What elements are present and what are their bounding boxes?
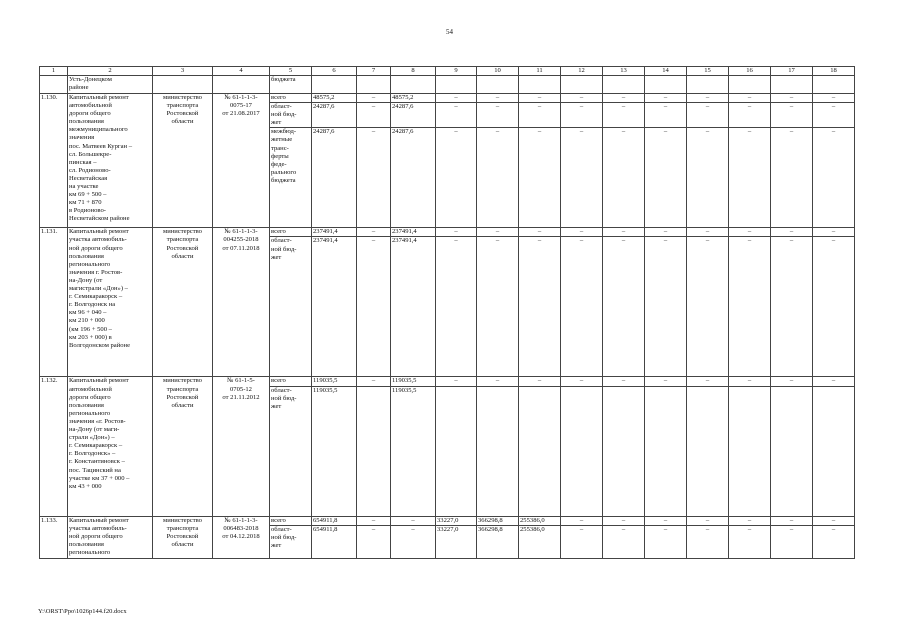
amount-cell: – <box>603 525 645 558</box>
amount-cell <box>687 386 729 516</box>
funding-source: всего <box>270 94 312 103</box>
amount-cell: – <box>519 228 561 237</box>
amount-cell: – <box>436 377 477 386</box>
col-header: 16 <box>729 67 771 76</box>
amount-cell: – <box>477 103 519 128</box>
amount-cell: – <box>687 94 729 103</box>
document-number: № 61-1-5- 0705-12 от 21.11.2012 <box>213 377 270 516</box>
amount-cell: 237491,4 <box>312 228 357 237</box>
object-name: Усть-Донецком районе <box>68 76 153 94</box>
amount-cell: – <box>561 516 603 525</box>
row-number: 1.133. <box>40 516 68 558</box>
col-header: 12 <box>561 67 603 76</box>
amount-cell: – <box>477 228 519 237</box>
col-header: 7 <box>357 67 391 76</box>
amount-cell: – <box>687 103 729 128</box>
funding-source: бюджета <box>270 76 312 94</box>
amount-cell: – <box>687 525 729 558</box>
amount-cell <box>436 386 477 516</box>
amount-cell: – <box>645 237 687 377</box>
amount-cell: – <box>729 103 771 128</box>
amount-cell <box>477 386 519 516</box>
amount-cell: – <box>771 516 813 525</box>
amount-cell: – <box>645 228 687 237</box>
col-header: 18 <box>813 67 855 76</box>
amount-cell: – <box>603 94 645 103</box>
object-name: Капитальный ремонт автомобильной дороги общего пользования регионального значения «г. Ростов- на-Дону (от маги- страли «Дон») – г. Семикаракорск – г. Волгодонск» – г. Константиновск – пос. Тацинский на участке км 37 + 000 – км 43 + 000 <box>68 377 153 516</box>
amount-cell: – <box>436 103 477 128</box>
amount-cell: – <box>477 128 519 228</box>
col-header: 9 <box>436 67 477 76</box>
funding-source: всего <box>270 377 312 386</box>
amount-cell: – <box>561 228 603 237</box>
amount-cell: 255386,0 <box>519 525 561 558</box>
amount-cell: 654911,8 <box>312 516 357 525</box>
amount-cell: 24287,6 <box>391 128 436 228</box>
amount-cell: 48575,2 <box>391 94 436 103</box>
amount-cell: 24287,6 <box>391 103 436 128</box>
amount-cell <box>519 386 561 516</box>
amount-cell: – <box>357 525 391 558</box>
amount-cell: – <box>436 228 477 237</box>
amount-cell: – <box>357 103 391 128</box>
amount-cell: 119035,5 <box>391 386 436 516</box>
amount-cell: 237491,4 <box>312 237 357 377</box>
amount-cell: – <box>561 94 603 103</box>
amount-cell: – <box>813 228 855 237</box>
amount-cell: – <box>729 228 771 237</box>
amount-cell: – <box>436 237 477 377</box>
continuation-row <box>40 76 855 94</box>
amount-cell: – <box>729 128 771 228</box>
responsible-agency: министерство транспорта Ростовской области <box>153 516 213 558</box>
funding-source: област- ной бюд- жет <box>270 525 312 558</box>
file-path-footer: Y:\ORST\Ppo\1026p144.f20.docx <box>38 608 127 615</box>
funding-source: област- ной бюд- жет <box>270 237 312 377</box>
amount-cell: 237491,4 <box>391 228 436 237</box>
col-header: 1 <box>40 67 68 76</box>
amount-cell: – <box>561 525 603 558</box>
amount-cell: – <box>813 516 855 525</box>
col-header: 13 <box>603 67 645 76</box>
table-row <box>40 377 855 386</box>
amount-cell: – <box>687 516 729 525</box>
col-header: 15 <box>687 67 729 76</box>
amount-cell: – <box>477 237 519 377</box>
amount-cell: – <box>771 94 813 103</box>
amount-cell: – <box>771 377 813 386</box>
amount-cell: 48575,2 <box>312 94 357 103</box>
amount-cell: – <box>687 237 729 377</box>
amount-cell: – <box>436 128 477 228</box>
amount-cell: 119035,5 <box>312 377 357 386</box>
amount-cell: – <box>477 377 519 386</box>
amount-cell: 24287,6 <box>312 103 357 128</box>
funding-source: област- ной бюд- жет <box>270 386 312 516</box>
col-header: 11 <box>519 67 561 76</box>
amount-cell: – <box>645 128 687 228</box>
header-row <box>40 67 855 76</box>
funding-source: межбюд- жетные транс- ферты феде- рального бюджета <box>270 128 312 228</box>
row-number: 1.132. <box>40 377 68 516</box>
funding-source: всего <box>270 228 312 237</box>
funding-source: всего <box>270 516 312 525</box>
col-header: 5 <box>270 67 312 76</box>
amount-cell: – <box>687 377 729 386</box>
amount-cell: – <box>645 516 687 525</box>
amount-cell: 33227,0 <box>436 525 477 558</box>
col-header: 17 <box>771 67 813 76</box>
amount-cell: – <box>357 228 391 237</box>
responsible-agency: министерство транспорта Ростовской области <box>153 228 213 377</box>
amount-cell: – <box>357 237 391 377</box>
amount-cell: – <box>771 103 813 128</box>
amount-cell <box>813 386 855 516</box>
amount-cell: 366298,8 <box>477 525 519 558</box>
object-name: Капитальный ремонт участка автомобиль- ной дороги общего пользования регионального значения г. Ростов- на-Дону (от магистрали «Дон») – г. Семикаракорск – г. Волгодонск на км 96 + 040 – км 210 + 000 (км 196 + 500 – км 203 + 000) в Волгодонском районе <box>68 228 153 377</box>
amount-cell: – <box>729 377 771 386</box>
amount-cell: – <box>603 516 645 525</box>
document-number: № 61-1-1-3- 004255-2018 от 07.11.2018 <box>213 228 270 377</box>
amount-cell: – <box>391 525 436 558</box>
amount-cell <box>561 386 603 516</box>
amount-cell: 654911,8 <box>312 525 357 558</box>
document-number: № 61-1-1-3- 0075-17 от 21.08.2017 <box>213 94 270 228</box>
amount-cell: – <box>813 94 855 103</box>
amount-cell: – <box>436 94 477 103</box>
program-table <box>39 66 855 559</box>
amount-cell: – <box>813 128 855 228</box>
amount-cell: – <box>813 237 855 377</box>
row-number: 1.131. <box>40 228 68 377</box>
amount-cell: – <box>603 228 645 237</box>
row-number: 1.130. <box>40 94 68 228</box>
amount-cell: – <box>561 237 603 377</box>
amount-cell: – <box>561 103 603 128</box>
col-header: 3 <box>153 67 213 76</box>
amount-cell: – <box>357 377 391 386</box>
amount-cell <box>771 386 813 516</box>
responsible-agency: министерство транспорта Ростовской области <box>153 94 213 228</box>
amount-cell: – <box>519 237 561 377</box>
amount-cell: 24287,6 <box>312 128 357 228</box>
amount-cell: – <box>813 103 855 128</box>
amount-cell: – <box>645 377 687 386</box>
amount-cell: – <box>729 94 771 103</box>
amount-cell: 119035,5 <box>312 386 357 516</box>
amount-cell: – <box>771 228 813 237</box>
amount-cell: – <box>645 94 687 103</box>
col-header: 4 <box>213 67 270 76</box>
amount-cell: – <box>357 128 391 228</box>
col-header: 8 <box>391 67 436 76</box>
amount-cell: – <box>603 237 645 377</box>
amount-cell: – <box>687 128 729 228</box>
col-header: 14 <box>645 67 687 76</box>
amount-cell <box>357 386 391 516</box>
amount-cell: – <box>357 516 391 525</box>
amount-cell: 119035,5 <box>391 377 436 386</box>
amount-cell: – <box>603 377 645 386</box>
object-name: Капитальный ремонт участка автомобиль- ной дороги общего пользования регионального <box>68 516 153 558</box>
amount-cell <box>603 386 645 516</box>
amount-cell: 255386,0 <box>519 516 561 525</box>
amount-cell: – <box>519 377 561 386</box>
amount-cell: – <box>729 237 771 377</box>
amount-cell: – <box>729 525 771 558</box>
amount-cell: – <box>477 94 519 103</box>
amount-cell: – <box>519 128 561 228</box>
amount-cell: – <box>603 103 645 128</box>
amount-cell: – <box>391 516 436 525</box>
page-number: 54 <box>446 28 453 36</box>
amount-cell: – <box>813 525 855 558</box>
col-header: 10 <box>477 67 519 76</box>
table-row <box>40 228 855 237</box>
amount-cell: – <box>561 128 603 228</box>
amount-cell <box>729 386 771 516</box>
amount-cell <box>645 386 687 516</box>
responsible-agency: министерство транспорта Ростовской области <box>153 377 213 516</box>
amount-cell: – <box>357 94 391 103</box>
table-row <box>40 516 855 525</box>
col-header: 6 <box>312 67 357 76</box>
document-number: № 61-1-1-3- 006483-2018 от 04.12.2018 <box>213 516 270 558</box>
object-name: Капитальный ремонт автомобильной дороги общего пользования межмуниципального значения пос. Матвеев Курган – сл. Большекре- пинская – сл. Родионово- Несветайская на участке км 69 + 500 – км 71 + 870 в Родионово- Несветайском районе <box>68 94 153 228</box>
amount-cell: – <box>771 237 813 377</box>
amount-cell: – <box>603 128 645 228</box>
amount-cell: – <box>645 103 687 128</box>
amount-cell: 366298,8 <box>477 516 519 525</box>
amount-cell: – <box>519 94 561 103</box>
amount-cell: – <box>561 377 603 386</box>
amount-cell: – <box>813 377 855 386</box>
amount-cell: 237491,4 <box>391 237 436 377</box>
funding-source: област- ной бюд- жет <box>270 103 312 128</box>
amount-cell: 33227,0 <box>436 516 477 525</box>
amount-cell: – <box>771 128 813 228</box>
amount-cell: – <box>645 525 687 558</box>
amount-cell: – <box>771 525 813 558</box>
table-row <box>40 94 855 103</box>
amount-cell: – <box>519 103 561 128</box>
col-header: 2 <box>68 67 153 76</box>
amount-cell: – <box>687 228 729 237</box>
amount-cell: – <box>729 516 771 525</box>
